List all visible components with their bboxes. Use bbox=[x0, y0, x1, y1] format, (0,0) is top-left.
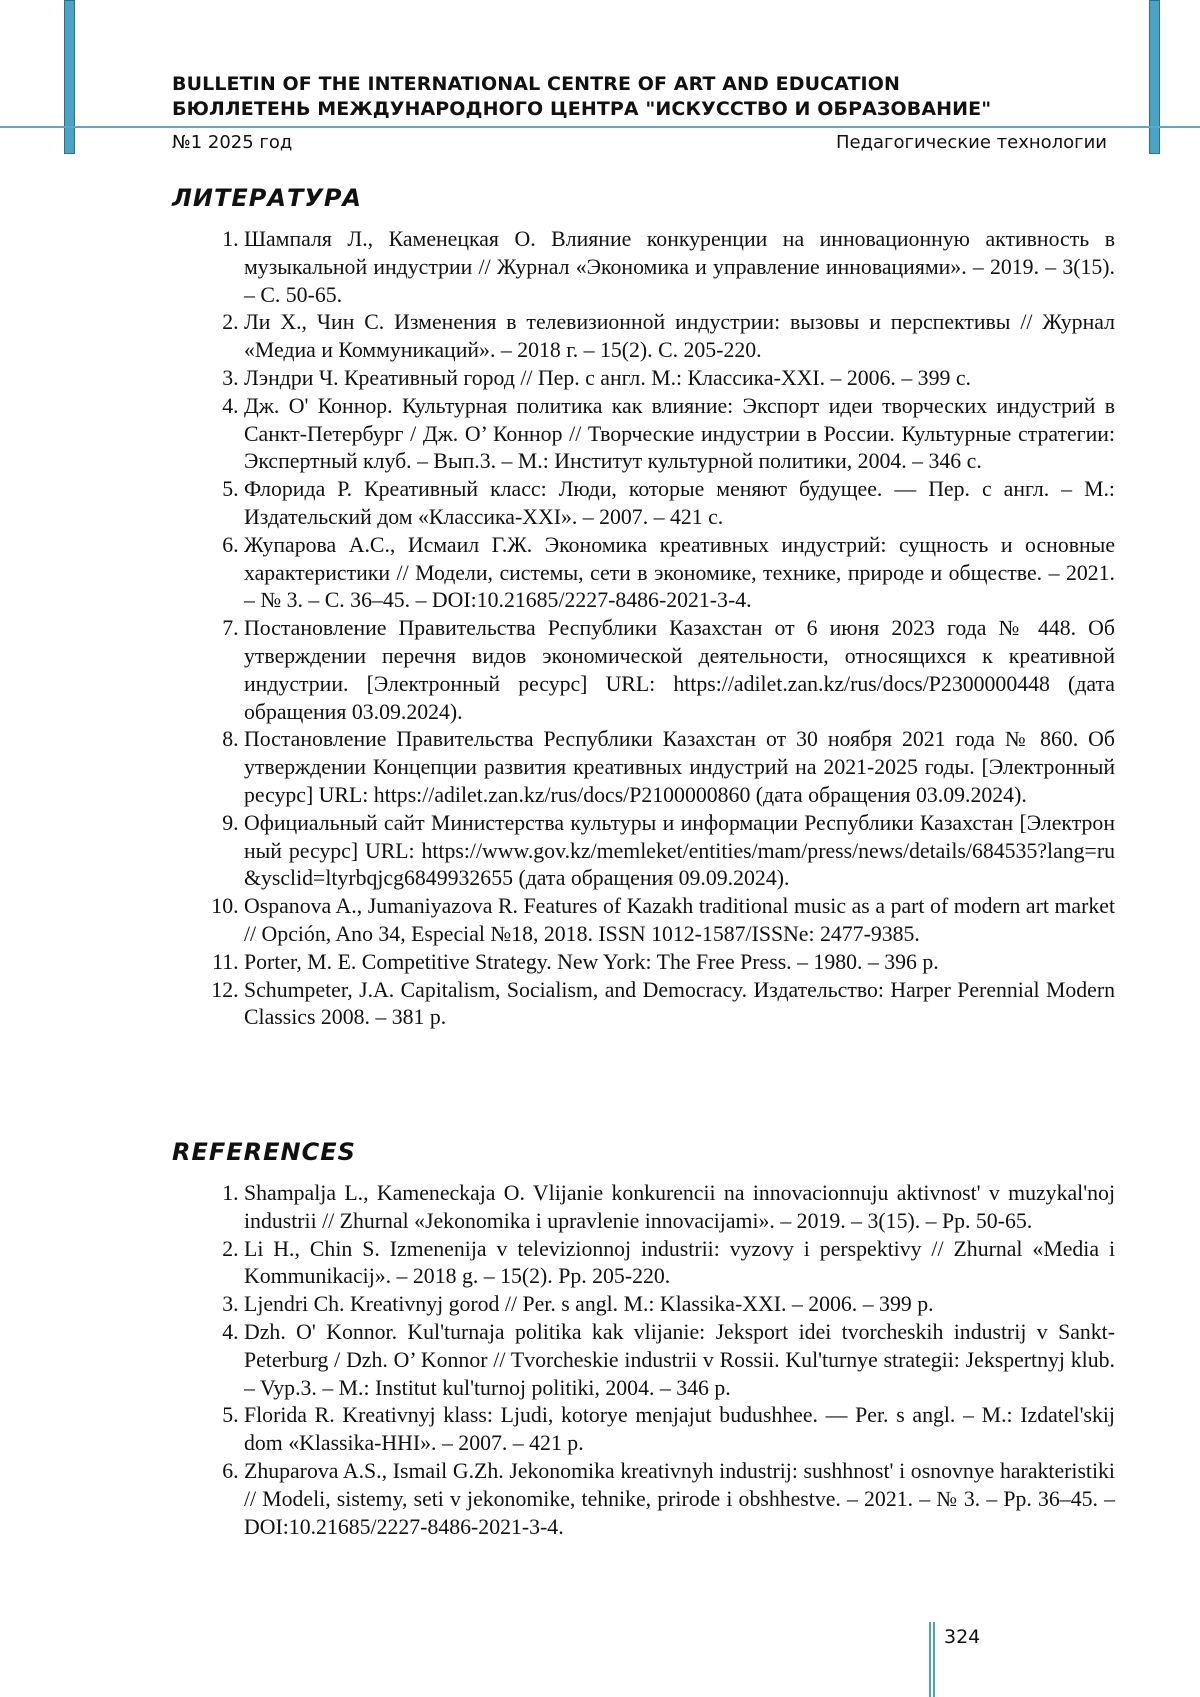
list-item: 2. Ли Х., Чин С. Изменения в телевизионной индустрии: вызовы и перспективы // Журнал «Медиа и Коммуникаций». – 2018 г. – 15(2). С. 205-220. bbox=[244, 309, 1115, 365]
journal-header bbox=[172, 72, 1132, 122]
issue-line bbox=[172, 132, 1107, 153]
list-item: 4. Дж. О' Коннор. Культурная политика как влияние: Экспорт идеи творческих индустрий в Санкт-Петербург / Дж. О’ Коннор // Творческие индустрии в России. Культурные стратегии: Экспертный клуб. – Вып.3. – М.: Институт культурной политики, 2004. – 346 с. bbox=[244, 393, 1115, 476]
references-list bbox=[172, 1180, 1115, 1541]
list-item: 7. Постановление Правительства Республики Казахстан от 6 июня 2023 года № 448. Об утверждении перечня видов экономической деятельности, относящихся к креативной индустрии. [Электронный ресурс] URL: https://adilet.zan.kz/rus/docs/P2300000448 (дата обращения 03.09.2024). bbox=[244, 615, 1115, 726]
journal-title-en: BULLETIN OF THE INTERNATIONAL CENTRE OF ART AND EDUCATION bbox=[172, 73, 900, 95]
list-item: 2. Li H., Chin S. Izmenenija v televizionnoj industrii: vyzovy i perspektivy // Zhurnal «Media i Kommunikacij». – 2018 g. – 15(2). Pp. 205-220. bbox=[244, 1236, 1115, 1292]
list-item: 6. Жупарова А.С., Исмаил Г.Ж. Экономика креативных индустрий: сущность и основные характеристики // Модели, системы, сети в экономике, технике, природе и обществе. – 2021. – № 3. – С. 36–45. – DOI:10.21685/2227-8486-2021-3-4. bbox=[244, 532, 1115, 615]
list-item: 4. Dzh. O' Konnor. Kul'turnaja politika kak vlijanie: Jeksport idei tvorcheskih industrij v Sankt-Peterburg / Dzh. O’ Konnor // Tvorcheskie industrii v Rossii. Kul'turnye strategii: Jekspertnyj klub. – Vyp.3. – M.: Institut kul'turnoj politiki, 2004. – 346 p. bbox=[244, 1319, 1115, 1402]
list-item: 1. Shampalja L., Kameneckaja O. Vlijanie konkurencii na innovacionnuju aktivnost' v muzykal'noj industrii // Zhurnal «Jekonomika i upravlenie innovacijami». – 2019. – 3(15). – Pp. 50-65. bbox=[244, 1180, 1115, 1236]
page-number: 324 bbox=[944, 1626, 981, 1648]
list-item: 6. Zhuparova A.S., Ismail G.Zh. Jekonomika kreativnyh industrij: sushhnost' i osnovnye harakteristiki // Modeli, sistemy, seti v jekonomike, tehnike, prirode i obshhestve. – 2021. – № 3. – Pp. 36–45. – DOI:10.21685/2227-8486-2021-3-4. bbox=[244, 1458, 1115, 1541]
list-item: 8. Постановление Правительства Республики Казахстан от 30 ноября 2021 года № 860. Об утверждении Концепции развития креативных индустрий на 2021-2025 годы. [Электронный ресурс] URL: https://adilet.zan.kz/rus/docs/P2100000860 (дата обращения 03.09.2024). bbox=[244, 726, 1115, 809]
list-item: 1. Шампаля Л., Каменецкая О. Влияние конкуренции на инновационную активность в музыкальной индустрии // Журнал «Экономика и управление инновациями». – 2019. – 3(15). – С. 50-65. bbox=[244, 226, 1115, 309]
section-name: Педагогические технологии bbox=[835, 132, 1107, 153]
journal-title-ru: БЮЛЛЕТЕНЬ МЕЖДУНАРОДНОГО ЦЕНТРА "ИСКУССТВО И ОБРАЗОВАНИЕ" bbox=[172, 98, 992, 120]
right-decorative-bar bbox=[1149, 0, 1160, 154]
header-rule bbox=[0, 126, 1200, 128]
list-item: 10. Ospanova A., Jumaniyazova R. Features of Kazakh traditional music as a part of modern art market // Opción, Ano 34, Especial №18, 2018. ISSN 1012-1587/ISSNe: 2477-9385. bbox=[244, 893, 1115, 949]
list-item: 5. Florida R. Kreativnyj klass: Ljudi, kotorye menjajut budushhee. — Per. s angl. – M.: Izdatel'skij dom «Klassika-HHI». – 2007. – 421 p. bbox=[244, 1402, 1115, 1458]
list-item: 3. Ljendri Ch. Kreativnyj gorod // Per. s angl. M.: Klassika-XXI. – 2006. – 399 p. bbox=[244, 1291, 1115, 1319]
list-item: 11. Porter, M. E. Competitive Strategy. New York: The Free Press. – 1980. – 396 p. bbox=[244, 949, 1115, 977]
page-number-bar bbox=[933, 1622, 935, 1697]
list-item: 9. Официальный сайт Министерства культуры и информации Республики Казахстан [Электронный ресурс] URL: https://www.gov.kz/memleket/entities/mam/press/news/details/684535?lang=ru&ysclid=ltyrbqjcg6849932655 (дата обращения 09.09.2024). bbox=[244, 810, 1115, 893]
issue-number: №1 2025 год bbox=[172, 132, 293, 153]
left-decorative-bar bbox=[64, 0, 75, 154]
list-item: 3. Лэндри Ч. Креативный город // Пер. с англ. М.: Классика-XXI. – 2006. – 399 с. bbox=[244, 365, 1115, 393]
list-item: 5. Флорида Р. Креативный класс: Люди, которые меняют будущее. — Пер. с англ. – М.: Издательский дом «Классика-XXI». – 2007. – 421 с. bbox=[244, 476, 1115, 532]
list-item: 12. Schumpeter, J.A. Capitalism, Socialism, and Democracy. Издательство: Harper Perennial Modern Classics 2008. – 381 p. bbox=[244, 977, 1115, 1033]
literature-list bbox=[172, 226, 1115, 1032]
literature-heading: ЛИТЕРАТУРА bbox=[172, 184, 362, 212]
page-number-bar bbox=[929, 1622, 931, 1697]
references-heading: REFERENCES bbox=[172, 1138, 356, 1166]
